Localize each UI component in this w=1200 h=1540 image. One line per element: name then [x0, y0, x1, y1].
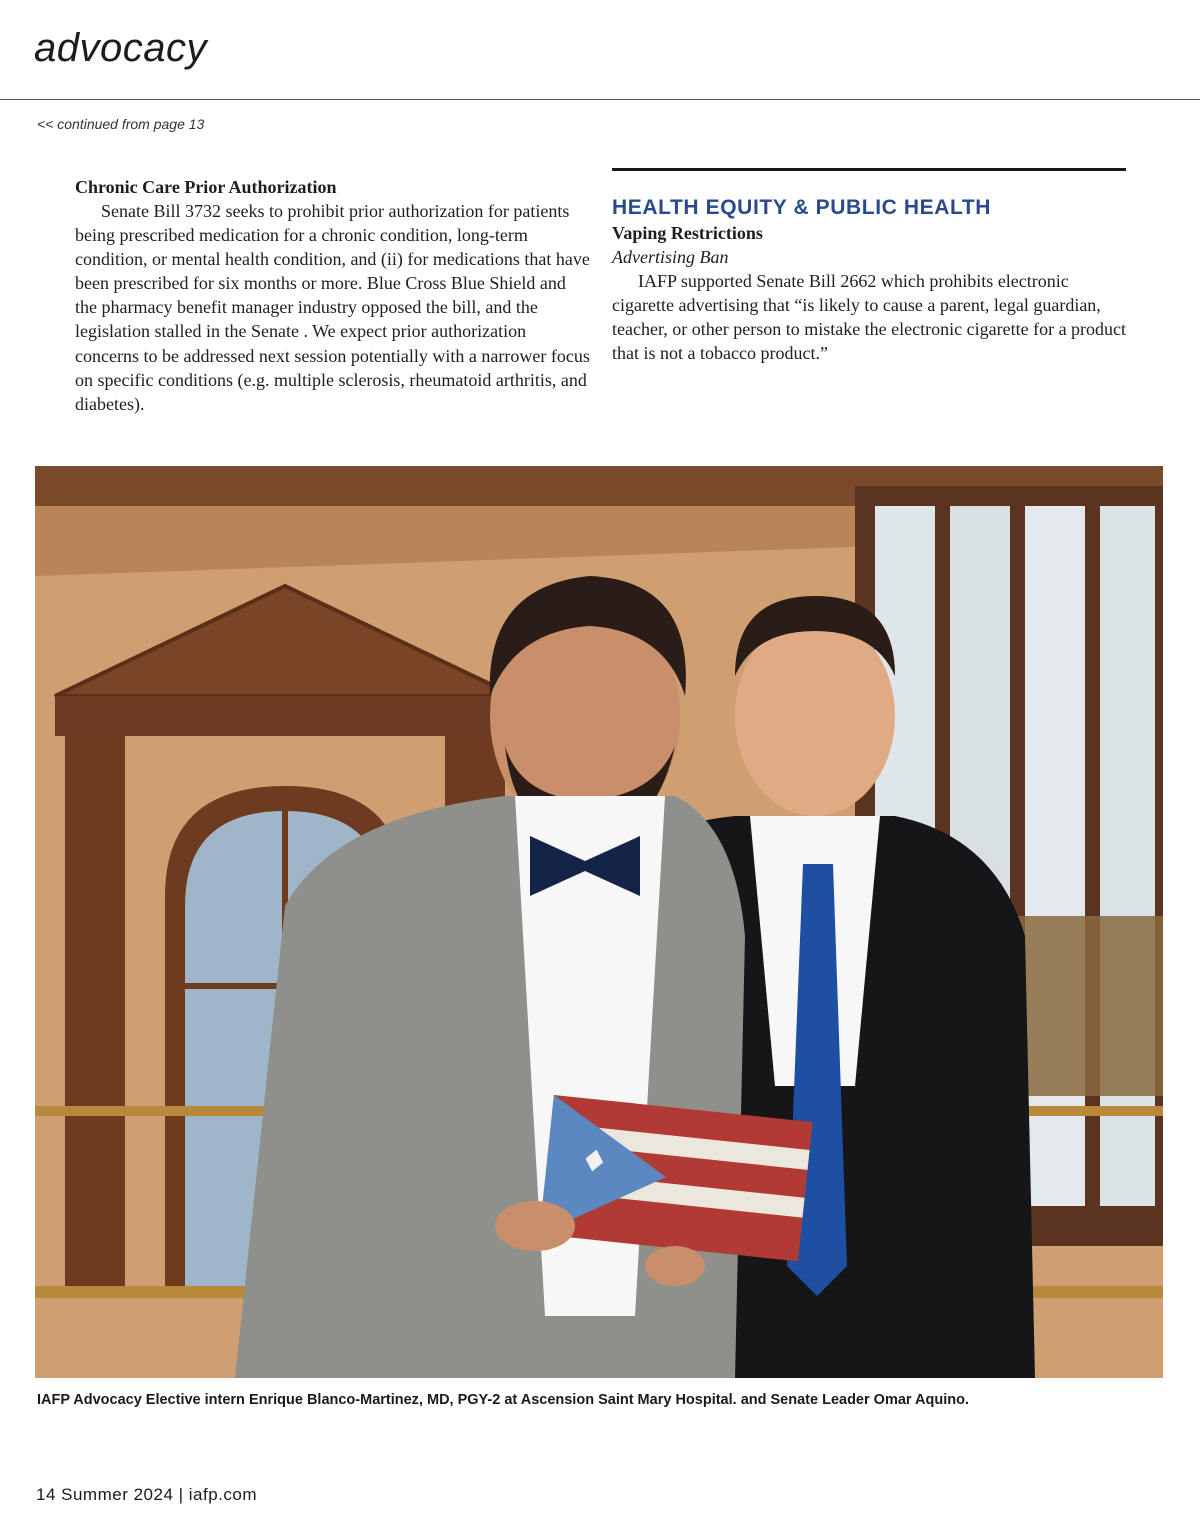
- chronic-care-subhead: Chronic Care Prior Authorization: [75, 177, 337, 197]
- vaping-body: IAFP supported Senate Bill 2662 which prohibits electronic cigarette advertising that “is likely to cause a parent, legal guardian, teacher, or other person to mistake the electronic cigarette for a product that is not a tobacco product.”: [612, 271, 1127, 364]
- right-column: [612, 195, 1127, 365]
- photo-caption: IAFP Advocacy Elective intern Enrique Blanco-Martinez, MD, PGY-2 at Ascension Saint Mary Hospital. and Senate Leader Omar Aquino.: [37, 1392, 969, 1408]
- vaping-subhead: Vaping Restrictions: [612, 223, 763, 243]
- photo-illustration: [35, 466, 1163, 1378]
- chronic-care-body: Senate Bill 3732 seeks to prohibit prior authorization for patients being prescribed medication for a chronic condition, long-term condition, or mental health condition, and (ii) for medications that have been prescribed for six months or more. Blue Cross Blue Shield and the pharmacy benefit manager industry opposed the bill, and the legislation stalled in the Senate . We expect prior authorization concerns to be addressed next session potentially with a narrower focus on specific conditions (e.g. multiple sclerosis, rheumatoid arthritis, and diabetes).: [75, 201, 590, 414]
- right-column-rule: [612, 168, 1126, 171]
- photo: [35, 466, 1163, 1378]
- continued-note: << continued from page 13: [37, 116, 205, 132]
- header-divider: [0, 99, 1200, 100]
- health-equity-heading: HEALTH EQUITY & PUBLIC HEALTH: [612, 196, 992, 219]
- left-column: [75, 175, 590, 416]
- advertising-ban-subhead: Advertising Ban: [612, 247, 729, 267]
- page-footer: 14 Summer 2024 | iafp.com: [36, 1485, 258, 1504]
- section-title: advocacy: [34, 26, 207, 70]
